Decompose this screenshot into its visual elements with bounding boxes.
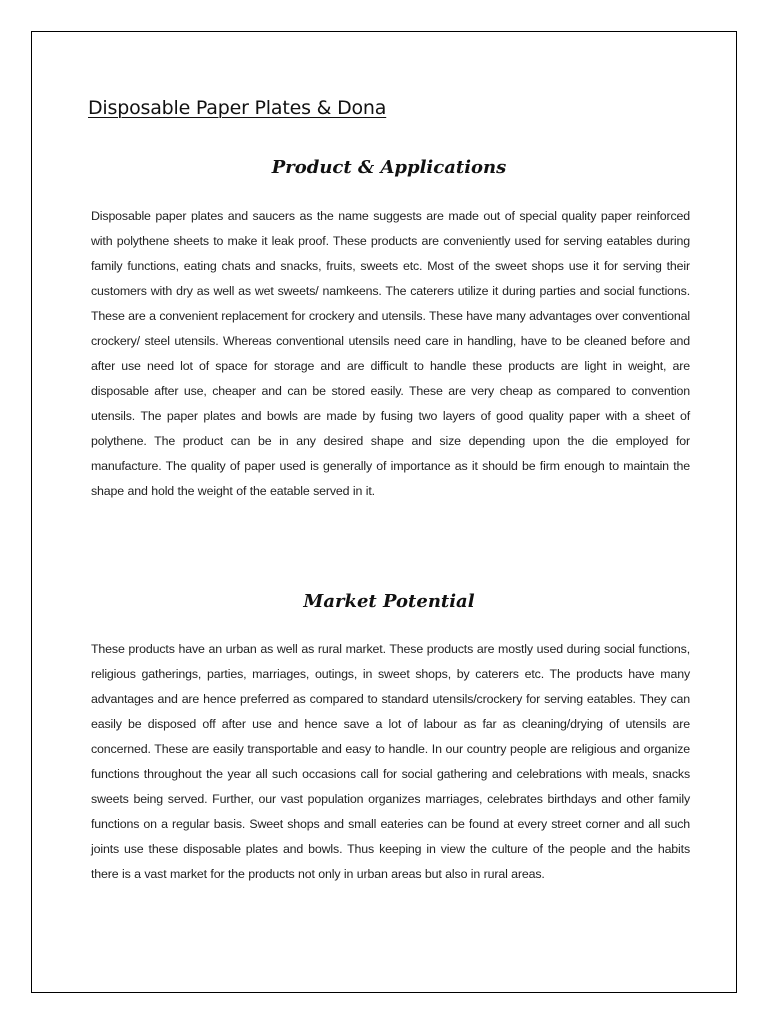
section-body-market-potential: These products have an urban as well as rural market. These products are mostly used during social functions, religious gatherings, parties, marriages, outings, in sweet shops, by caterers etc. The products have many advantages and are hence preferred as compared to standard utensils/crockery for serving eatables. They can easily be disposed off after use and hence save a lot of labour as far as cleaning/drying of utensils are concerned. These are easily transportable and easy to handle. In our country people are religious and organize functions throughout the year all such occasions call for social gathering and celebrations with meals, snacks sweets being served. Further, our vast population organizes marriages, celebrates birthdays and other family functions on a regular basis. Sweet shops and small eateries can be found at every street corner and all such joints use these disposable plates and bowls. Thus keeping in view the culture of the people and the habits there is a vast market for the products not only in urban areas but also in rural areas. <box>91 642 690 881</box>
section-body-product-applications: Disposable paper plates and saucers as the name suggests are made out of special quality paper reinforced with polythene sheets to make it leak proof. These products are conveniently used for serving eatables during family functions, eating chats and snacks, fruits, sweets etc. Most of the sweet shops use it for serving their customers with dry as well as wet sweets/ namkeens. The caterers utilize it during parties and social functions. These are a convenient replacement for crockery and utensils. These have many advantages over conventional crockery/ steel utensils. Whereas conventional utensils need care in handling, have to be cleaned before and after use need lot of space for storage and are difficult to handle these products are light in weight, are disposable after use, cheaper and can be stored easily. These are very cheap as compared to convention utensils. The paper plates and bowls are made by fusing two layers of good quality paper with a sheet of polythene. The product can be in any desired shape and size depending upon the die employed for manufacture. The quality of paper used is generally of importance as it should be firm enough to maintain the shape and hold the weight of the eatable served in it. <box>91 209 690 498</box>
section-heading-market-potential: Market Potential <box>303 591 475 612</box>
document-title: Disposable Paper Plates & Dona <box>88 97 387 119</box>
section-heading-product-applications: Product & Applications <box>271 157 507 178</box>
